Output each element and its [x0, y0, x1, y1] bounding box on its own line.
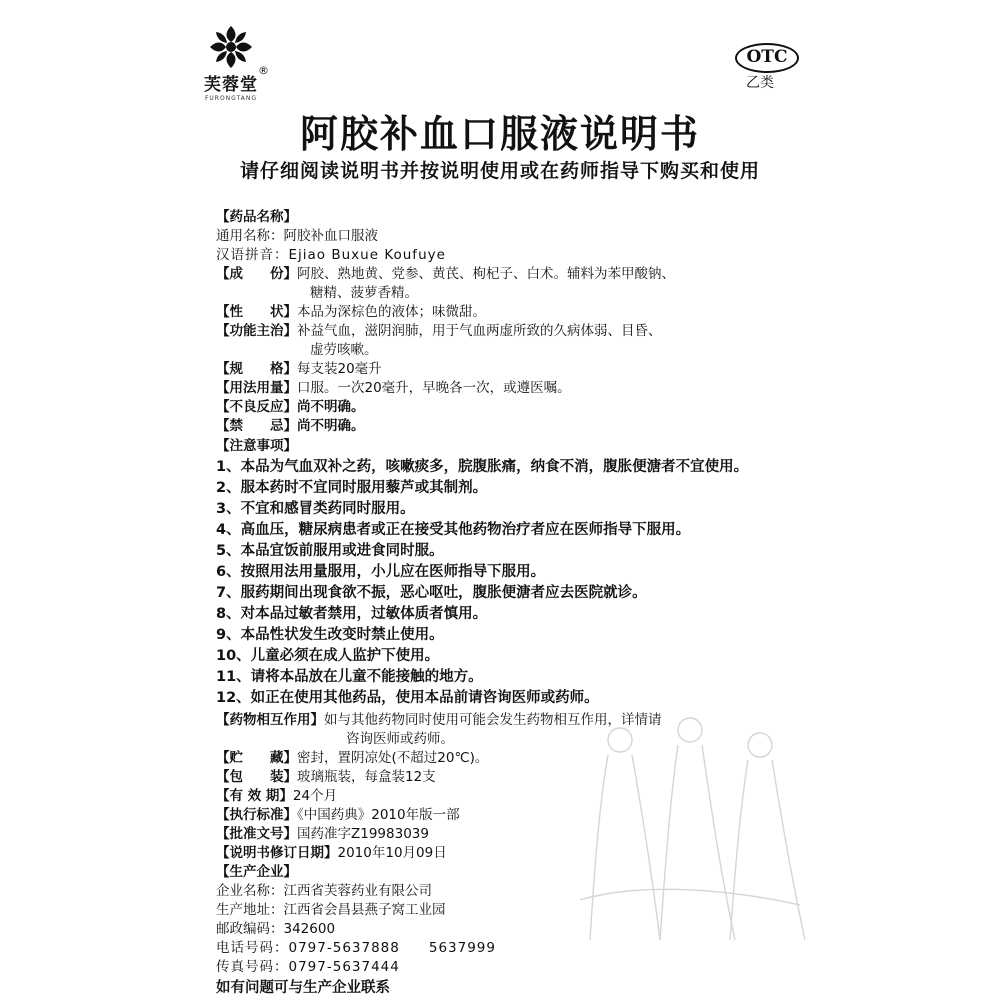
package-row [216, 765, 436, 785]
function-text: 补益气血，滋阴润肺，用于气血两虚所致的久病体弱、目昏、 [297, 323, 662, 339]
page-subtitle: 请仔细阅读说明书并按说明使用或在药师指导下购买和使用 [239, 160, 760, 182]
company-name: 企业名称：江西省芙蓉药业有限公司 [216, 883, 432, 899]
spec-row [216, 357, 382, 377]
figure-illustration-icon [560, 700, 810, 950]
storage-text: 密封，置阴凉处(不超过20℃)。 [297, 750, 489, 766]
ingredients-label: 【成 份】 [216, 266, 297, 282]
function-label: 【功能主治】 [216, 323, 297, 339]
interaction-label: 【药物相互作用】 [216, 712, 324, 728]
phone-number: 电话号码：0797-5637888 5637999 [216, 940, 496, 956]
ingredients-row [216, 262, 675, 282]
usage-row [216, 376, 571, 396]
precaution-item: 5、本品宜饭前服用或进食同时服。 [216, 543, 444, 559]
approval-label: 【批准文号】 [216, 826, 297, 842]
properties-row [216, 300, 486, 320]
validity-label: 【有 效 期】 [216, 788, 293, 804]
contra-label: 【禁 忌】 [216, 418, 297, 434]
precaution-item: 11、请将本品放在儿童不能接触的地方。 [216, 669, 483, 685]
approval-text: 国药准字Z19983039 [297, 826, 429, 842]
validity-row [216, 784, 337, 804]
adverse-label: 【不良反应】 [216, 399, 297, 415]
precaution-item: 6、按照用法用量服用，小儿应在医师指导下服用。 [216, 564, 546, 580]
adverse-text: 尚不明确。 [297, 399, 365, 415]
precaution-item: 3、不宜和感冒类药同时服用。 [216, 501, 415, 517]
contra-text: 尚不明确。 [297, 418, 365, 434]
ingredients-text-cont: 糖精、菠萝香精。 [310, 285, 418, 301]
properties-text: 本品为深棕色的液体；味微甜。 [297, 304, 486, 320]
storage-row [216, 746, 488, 766]
usage-label: 【用法用量】 [216, 380, 297, 396]
package-text: 玻璃瓶装，每盒装12支 [297, 769, 436, 785]
flower-logo-icon [206, 22, 256, 72]
spec-label: 【规 格】 [216, 361, 297, 377]
interaction-text-cont: 咨询医师或药师。 [346, 731, 454, 747]
ingredients-text: 阿胶、熟地黄、党参、黄芪、枸杞子、白术。辅料为苯甲酸钠、 [297, 266, 675, 282]
drug-name-header: 【药品名称】 [216, 209, 297, 225]
revision-label: 【说明书修订日期】 [216, 845, 338, 861]
page-title: 阿胶补血口服液说明书 [299, 111, 700, 156]
postcode: 邮政编码：342600 [216, 921, 336, 937]
package-label: 【包 装】 [216, 769, 297, 785]
usage-text: 口服。一次20毫升，早晚各一次，或遵医嘱。 [297, 380, 571, 396]
generic-name: 通用名称：阿胶补血口服液 [216, 228, 378, 244]
precautions-header: 【注意事项】 [216, 438, 297, 454]
standard-text: 《中国药典》2010年版一部 [297, 807, 460, 823]
standard-row [216, 803, 460, 823]
revision-row [216, 841, 447, 861]
precaution-item: 4、高血压，糖尿病患者或正在接受其他药物治疗者应在医师指导下服用。 [216, 522, 691, 538]
revision-text: 2010年10月09日 [337, 845, 447, 861]
properties-label: 【性 状】 [216, 304, 297, 320]
interaction-text: 如与其他药物同时使用可能会发生药物相互作用，详情请 [324, 712, 662, 728]
precaution-item: 8、对本品过敏者禁用，过敏体质者慎用。 [216, 606, 488, 622]
standard-label: 【执行标准】 [216, 807, 297, 823]
contra-row [216, 414, 365, 434]
function-text-cont: 虚劳咳嗽。 [310, 342, 378, 358]
pinyin-name: 汉语拼音：Ejiao Buxue Koufuye [216, 247, 446, 263]
spec-text: 每支装20毫升 [297, 361, 382, 377]
otc-class: 乙类 [746, 75, 774, 91]
brand-logo [196, 22, 269, 102]
brand-name-en: FURONGTANG [204, 95, 258, 102]
footer-contact: 如有问题可与生产企业联系 [216, 980, 390, 996]
precaution-item: 9、本品性状发生改变时禁止使用。 [216, 627, 444, 643]
interaction-row [216, 708, 662, 728]
approval-row [216, 822, 429, 842]
storage-label: 【贮 藏】 [216, 750, 297, 766]
otc-badge: OTC [735, 43, 799, 73]
manufacturer-header: 【生产企业】 [216, 864, 297, 880]
precaution-item: 7、服药期间出现食欲不振，恶心呕吐，腹胀便溏者应去医院就诊。 [216, 585, 647, 601]
company-address: 生产地址：江西省会昌县燕子窝工业园 [216, 902, 446, 918]
precaution-item: 1、本品为气血双补之药，咳嗽痰多，脘腹胀痛，纳食不消，腹胀便溏者不宜使用。 [216, 459, 749, 475]
brand-name: 芙蓉堂 [204, 75, 258, 95]
precaution-item: 12、如正在使用其他药品，使用本品前请咨询医师或药师。 [216, 690, 599, 706]
function-row [216, 319, 662, 339]
adverse-row [216, 395, 365, 415]
precaution-item: 2、服本药时不宜同时服用藜芦或其制剂。 [216, 480, 488, 496]
registered-mark: ® [258, 64, 269, 77]
precaution-item: 10、儿童必须在成人监护下使用。 [216, 648, 440, 664]
validity-text: 24个月 [292, 788, 338, 804]
fax-number: 传真号码：0797-5637444 [216, 959, 400, 975]
